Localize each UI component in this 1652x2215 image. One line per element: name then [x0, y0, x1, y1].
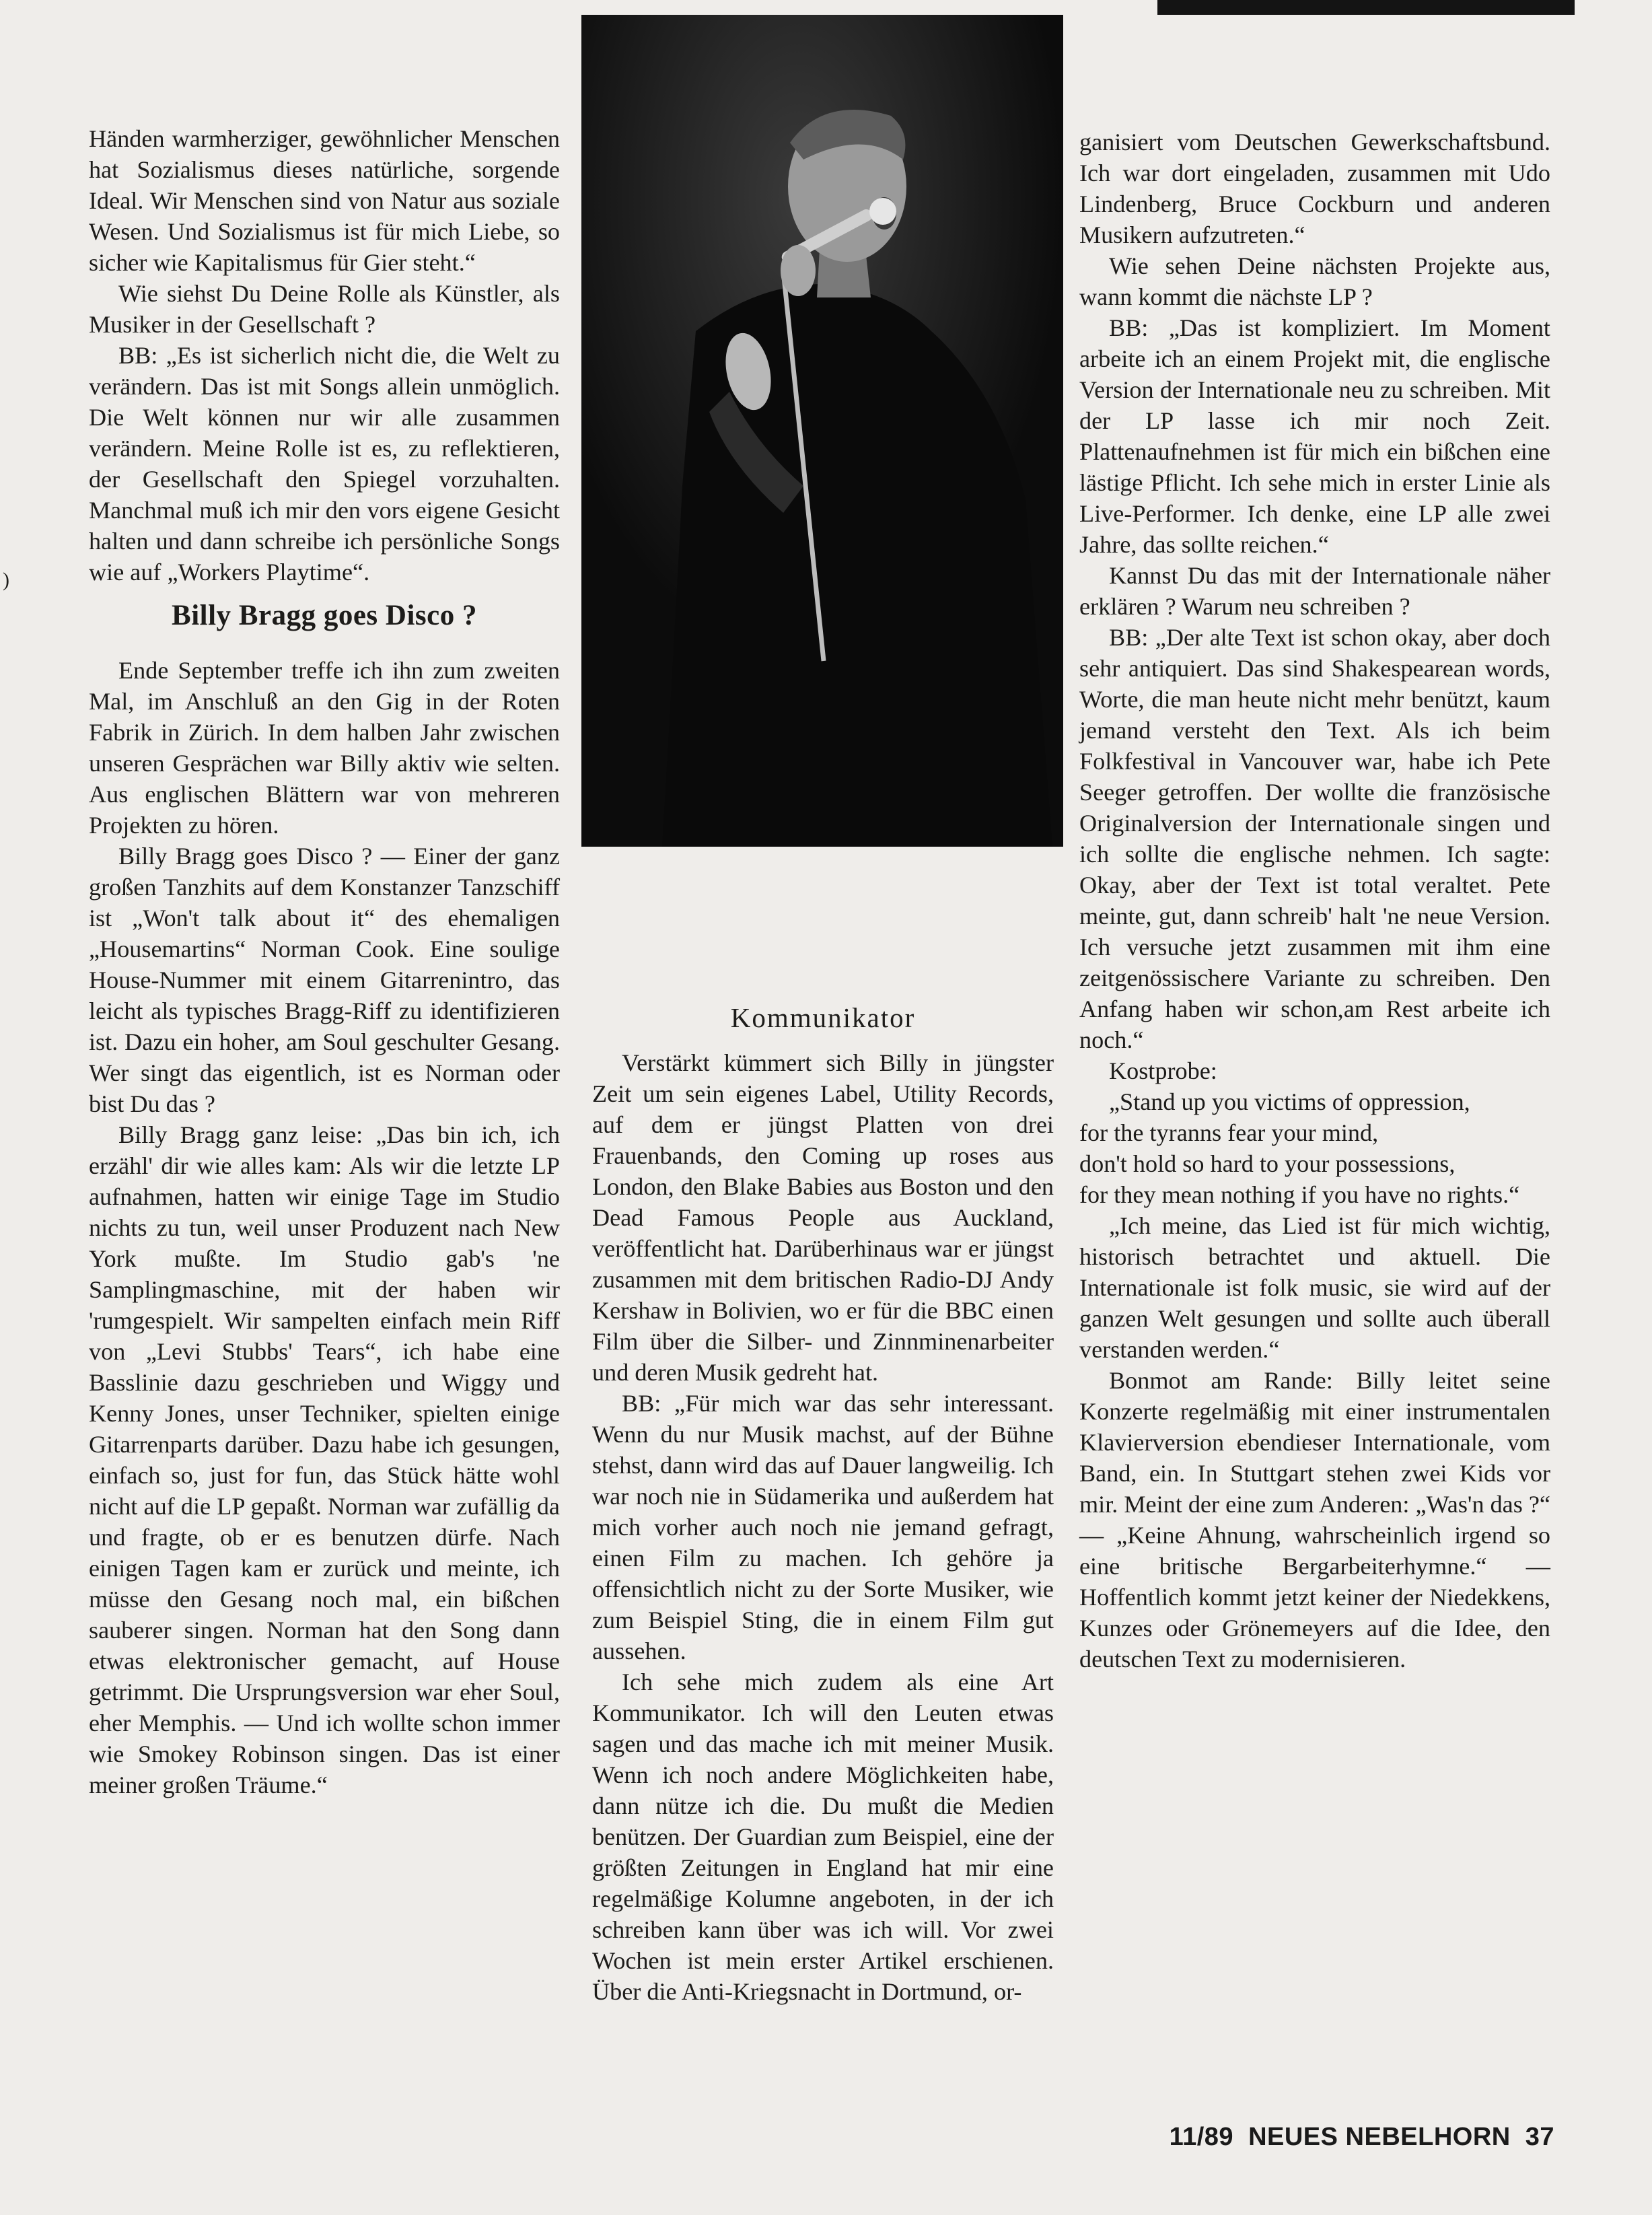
question-internationale: Kannst Du das mit der Internationale näher erklären ? Warum neu schreiben ? [1079, 562, 1550, 620]
page-number: 37 [1525, 2123, 1554, 2151]
answer-internationale: BB: „Der alte Text ist schon okay, aber doch sehr antiquiert. Das sind Shakespearean words, Worte, die man heute nicht mehr benützt, kaum jemand versteht den Text. Als ich beim Folkfestival in Vancouver war, habe ich Pete Seeger getroffen. Der wollte die französische Originalversion der Internationale singen und ich sollte die englische nehmen. Ich sagte: Okay, aber der Text ist total veraltet. Pete meinte, gut, dann schreib' halt 'ne neue Version. Ich versuche jetzt zusammen mit ihm eine zeitgenössischere Variante zu schreiben. Den Anfang haben wir schon,am Rest arbeite ich noch.“ [1079, 624, 1550, 1053]
paragraph-disco: Billy Bragg goes Disco ? — Einer der ganz großen Tanzhits auf dem Konstanzer Tanzschiff ist „Won't talk about it“ des ehemaligen „Housemartins“ Norman Cook. Eine soulige House-Nummer mit einem Gitarrenintro, das leicht als typisches Bragg-Riff zu identifizieren ist. Dazu ein hoher, am Soul geschulter Gesang. Wer singt das eigentlich, ist es Norman oder bist Du das ? [89, 843, 560, 1117]
lyric-line: for they mean nothing if you have no rights.“ [1079, 1181, 1520, 1208]
singer-silhouette [581, 15, 1063, 847]
question-projects: Wie sehen Deine nächsten Projekte aus, wann kommt die nächste LP ? [1079, 252, 1550, 310]
paragraph-leise: Billy Bragg ganz leise: „Das bin ich, ich erzähl' dir wie alles kam: Als wir die letzte LP aufnahmen, hatten wir einige Tage im Studio nichts zu tun, weil unser Produzent nach New York mußte. Im Studio gab's 'ne Samplingmaschine, mit der haben wir 'rumgespielt. Wir sampelten einfach mein Riff von „Levi Stubbs' Tears“, ich habe eine Basslinie dazu geschrieben und Wiggy und Kenny Jones, unser Techniker, spielten einige Gitarrenparts darüber. Dazu habe ich gesungen, einfach so, just for fun, das Stück hätte wohl nicht auf die LP gepaßt. Norman war zufällig da und fragte, ob er es benutzen dürfe. Nach einigen Tagen kam er zurück und meinte, ich müsse den Gesang noch mal, ein bißchen sauberer singen. Norman hat den Song dann etwas elektronischer gemacht, auf House getrimmt. Die Ursprungsversion war eher Soul, eher Memphis. — Und ich wollte schon immer wie Smokey Robinson singen. Das ist einer meiner großen Träume.“ [89, 1121, 560, 1798]
concert-photo [581, 15, 1063, 847]
paragraph-bonmot: Bonmot am Rande: Billy leitet seine Konzerte regelmäßig mit einer instrumentalen Klavierversion ebendieser Internationale, vom Band, ein. In Stuttgart stehen zwei Kids vor mir. Meint der eine zum Anderen: „Was'n das ?“ — „Keine Ahnung, wahrscheinlich irgend so eine britische Bergarbeiterhymne.“ — Hoffentlich kommt jetzt keiner der Niedekkens, Kunzes oder Grönemeyers auf die Idee, den deutschen Text zu modernisieren. [1079, 1367, 1550, 1673]
scan-edge-mark: ) [3, 569, 9, 591]
question-role: Wie siehst Du Deine Rolle als Künstler, als Musiker in der Gesellschaft ? [89, 280, 560, 338]
page-footer [1124, 2123, 1554, 2152]
column-left [89, 123, 560, 1800]
paragraph-film: BB: „Für mich war das sehr interessant. Wenn du nur Musik machst, auf der Bühne stehst, dann wird das auf Dauer langweilig. Ich war noch nie in Südamerika und außerdem hat mich vorher auch noch nie jemand gefragt, einen Film zu machen. Ich gehöre ja offensichtlich nicht zu der Sorte Musiker, wie zum Beispiel Sting, die in einem Film gut aussehen. [592, 1390, 1054, 1664]
answer-role: BB: „Es ist sicherlich nicht die, die Welt zu verändern. Das ist mit Songs allein unmöglich. Die Welt können nur wir alle zusammen verändern. Meine Rolle ist es, zu reflektieren, der Gesellschaft den Spiegel vorzuhalten. Manchmal muß ich mir den vors eigene Gesicht halten und dann schreibe ich persönliche Songs wie auf „Workers Playtime“. [89, 342, 560, 586]
page-top-bar [1157, 0, 1575, 15]
paragraph-kommunikator: Ich sehe mich zudem als eine Art Kommunikator. Ich will den Leuten etwas sagen und das mache ich mit meiner Musik. Wenn ich noch andere Möglichkeiten habe, dann nütze ich die. Du mußt die Medien benützen. Der Guardian zum Beispiel, eine der größten Zeitungen in England hat mir eine regelmäßige Kolumne angeboten, in der ich schreiben kann über was ich will. Vor zwei Wochen ist mein erster Artikel erschienen. Über die Anti-Kriegsnacht in Dortmund, or- [592, 1668, 1054, 2005]
magazine-name: NEUES NEBELHORN [1248, 2123, 1511, 2151]
answer-projects: BB: „Das ist kompliziert. Im Moment arbeite ich an einem Projekt mit, die englische Version der Internationale neu zu schreiben. Mit der LP lasse ich mir noch Zeit. Plattenaufnehmen ist für mich ein bißchen eine lästige Pflicht. Ich sehe mich in erster Linie als Live-Performer. Ich denke, eine LP alle zwei Jahre, das sollte reichen.“ [1079, 314, 1550, 558]
heading-kommunikator: Kommunikator [730, 1002, 916, 1033]
lyrics-block [1079, 1086, 1550, 1210]
lyric-line: „Stand up you victims of oppression, [1109, 1088, 1470, 1115]
lyric-line: for the tyranns fear your mind, [1079, 1119, 1379, 1146]
paragraph-lied: „Ich meine, das Lied ist für mich wichtig, historisch betrachtet und aktuell. Die Internationale ist folk music, sie wird auf der ganzen Welt gesungen und sollte auch überall verstanden werden.“ [1079, 1212, 1550, 1363]
intro-paragraph: Händen warmherziger, gewöhnlicher Menschen hat Sozialismus dieses natürliche, sorgende Ideal. Wir Menschen sind von Natur aus soziale Wesen. Und Sozialismus ist für mich Liebe, so sicher wie Kapitalismus für Gier steht.“ [89, 125, 560, 276]
heading-billy-bragg-goes-disco: Billy Bragg goes Disco ? [172, 600, 477, 631]
column-middle [592, 999, 1054, 2007]
kostprobe-label: Kostprobe: [1109, 1057, 1217, 1084]
issue-number: 11/89 [1169, 2123, 1234, 2151]
paragraph-label: Verstärkt kümmert sich Billy in jüngster Zeit um sein eigenes Label, Utility Records, auf dem er jüngst Platten von drei Frauenbands, den Coming up roses aus London, den Blake Babies aus Boston und den Dead Famous People aus Auckland, veröffentlicht hat. Darüberhinaus war er jüngst zusammen mit dem britischen Radio-DJ Andy Kershaw in Bolivien, wo er für die BBC einen Film über die Silber- und Zinnminenarbeiter und deren Musik gedreht hat. [592, 1049, 1054, 1386]
lyric-line: don't hold so hard to your possessions, [1079, 1150, 1456, 1177]
paragraph-september: Ende September treffe ich ihn zum zweiten Mal, im Anschluß an den Gig in der Roten Fabrik in Zürich. In dem halben Jahr zwischen unseren Gesprächen war Billy aktiv wie selten. Aus englischen Blättern war von mehreren Projekten zu hören. [89, 657, 560, 839]
paragraph-continued: ganisiert vom Deutschen Gewerkschaftsbund. Ich war dort eingeladen, zusammen mit Udo Lindenberg, Bruce Cockburn und anderen Musikern aufzutreten.“ [1079, 129, 1550, 248]
column-right [1079, 127, 1550, 1675]
